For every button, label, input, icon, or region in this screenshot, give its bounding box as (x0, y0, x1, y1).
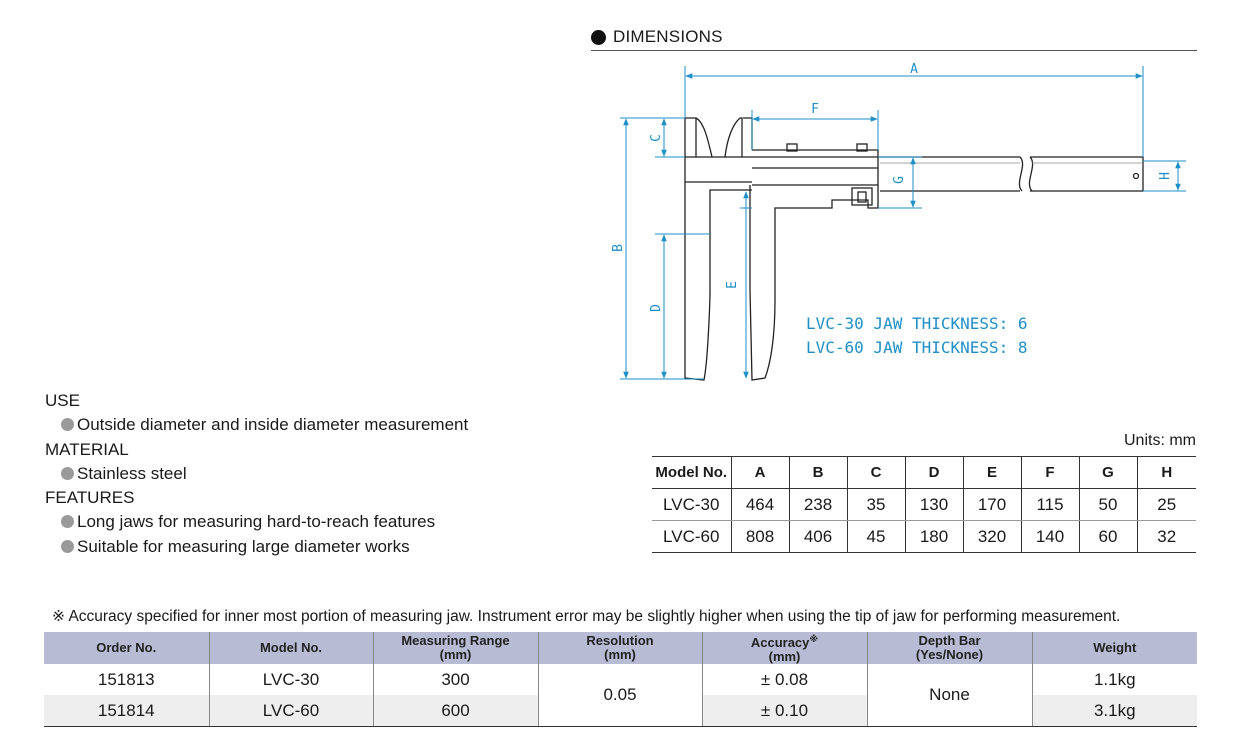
accuracy-cell: ± 0.10 (702, 695, 867, 727)
depth-bar-cell: None (867, 664, 1032, 727)
table-cell: 130 (905, 489, 963, 521)
bullet-icon (591, 30, 606, 45)
material-heading: MATERIAL (45, 439, 129, 459)
header-cell: H (1137, 457, 1196, 489)
table-cell: 320 (963, 521, 1021, 553)
table-cell: 170 (963, 489, 1021, 521)
dim-label-b: B (611, 244, 626, 252)
table-row (652, 521, 1196, 553)
header-cell: E (963, 457, 1021, 489)
caliper-diagram (585, 55, 1205, 390)
features-heading: FEATURES (45, 488, 135, 508)
header-accuracy (702, 632, 867, 664)
header-cell: G (1079, 457, 1137, 489)
table-cell: LVC-60 (652, 521, 731, 553)
feature-item (45, 535, 468, 559)
table-cell: 35 (847, 489, 905, 521)
dimensions-header (591, 26, 1197, 51)
header-unit: (mm) (439, 647, 472, 662)
weight-cell: 3.1kg (1032, 695, 1197, 727)
material-item-text: Stainless steel (77, 463, 187, 483)
footnote-mark: ※ (809, 634, 819, 644)
dim-label-a: A (910, 62, 918, 77)
header-unit: (mm) (768, 649, 801, 664)
header-unit: (mm) (604, 647, 636, 662)
use-item (45, 413, 468, 437)
use-item-text: Outside diameter and inside diameter measurement (77, 415, 469, 435)
order-table (44, 632, 1197, 727)
table-row (44, 664, 1197, 695)
table-cell: LVC-30 (652, 489, 731, 521)
model-no-cell: LVC-60 (209, 695, 373, 727)
dim-label-e: E (725, 281, 740, 289)
jaw-thickness-note-1: LVC-30 JAW THICKNESS: 6 (806, 314, 1028, 333)
table-header-row (44, 632, 1197, 664)
dimensions-title: DIMENSIONS (613, 27, 723, 46)
table-cell: 60 (1079, 521, 1137, 553)
header-text: Accuracy (750, 635, 810, 650)
model-no-cell: LVC-30 (209, 664, 373, 695)
header-text: Depth Bar (918, 633, 981, 648)
header-cell: B (789, 457, 847, 489)
bullet-icon (61, 418, 74, 431)
table-cell: 32 (1137, 521, 1196, 553)
order-no-cell: 151813 (97, 669, 155, 689)
header-cell: F (1021, 457, 1079, 489)
weight-cell: 1.1kg (1032, 664, 1197, 695)
header-resolution (538, 632, 702, 664)
header-measuring-range (373, 632, 538, 664)
table-cell: 115 (1021, 489, 1079, 521)
units-label: Units: mm (1124, 432, 1196, 449)
table-cell: 180 (905, 521, 963, 553)
feature-item-text: Suitable for measuring large diameter works (77, 536, 410, 556)
header-weight: Weight (1032, 632, 1197, 664)
bullet-icon (61, 467, 74, 480)
header-cell: Model No. (652, 457, 731, 489)
table-cell: 808 (731, 521, 789, 553)
table-cell: 45 (847, 521, 905, 553)
jaw-thickness-note-2: LVC-60 JAW THICKNESS: 8 (806, 338, 1028, 357)
header-depth-bar (867, 632, 1032, 664)
accuracy-cell: ± 0.08 (702, 664, 867, 695)
resolution-cell: 0.05 (538, 664, 702, 727)
dimension-table (652, 456, 1196, 553)
bullet-icon (61, 540, 74, 553)
table-cell: 50 (1079, 489, 1137, 521)
header-cell: C (847, 457, 905, 489)
header-text: Resolution (586, 633, 654, 648)
product-info (45, 389, 468, 559)
header-cell: D (905, 457, 963, 489)
use-heading: USE (45, 391, 80, 410)
material-item (45, 462, 468, 486)
feature-item-text: Long jaws for measuring hard-to-reach features (77, 512, 436, 532)
header-unit: (Yes/None) (915, 647, 984, 662)
range-cell: 300 (373, 664, 538, 695)
table-cell: 238 (789, 489, 847, 521)
feature-item (45, 510, 468, 534)
dim-label-h: H (1158, 172, 1173, 180)
header-order-no: Order No. (44, 632, 209, 664)
table-cell: 406 (789, 521, 847, 553)
header-text: Measuring Range (401, 633, 510, 648)
header-cell: A (731, 457, 789, 489)
dim-label-d: D (649, 304, 664, 312)
table-row (652, 489, 1196, 521)
table-cell: 25 (1137, 489, 1196, 521)
table-cell: 464 (731, 489, 789, 521)
order-no-cell: 151814 (44, 695, 209, 727)
dim-label-g: G (892, 176, 907, 184)
dim-label-f: F (811, 102, 819, 117)
range-cell: 600 (373, 695, 538, 727)
bullet-icon (61, 515, 74, 528)
table-header-row (652, 457, 1196, 489)
header-model-no: Model No. (209, 632, 373, 664)
dim-label-c: C (649, 134, 664, 142)
accuracy-note: ※ Accuracy specified for inner most portion of measuring jaw. Instrument error may be slightly higher when using the tip of jaw for performing measurement. (52, 608, 1121, 625)
table-cell: 140 (1021, 521, 1079, 553)
